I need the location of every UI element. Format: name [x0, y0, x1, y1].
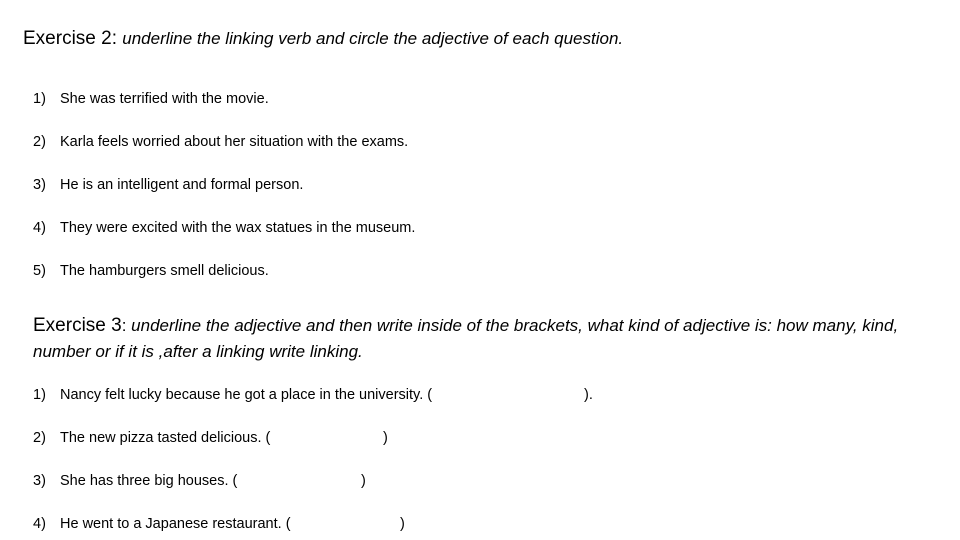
- exercise-2-item-5: [33, 263, 269, 279]
- exercise-2-item-4: [33, 220, 415, 236]
- exercise-3-item-2: [33, 430, 270, 446]
- exercise-3-heading: [33, 313, 933, 365]
- item-text: Nancy felt lucky because he got a place in the university. (: [60, 387, 433, 403]
- item-text: She was terrified with the movie.: [60, 91, 269, 107]
- exercise-3-item-4-close-bracket: ): [400, 516, 405, 532]
- item-text: She has three big houses. (: [60, 473, 238, 489]
- exercise-2-label: Exercise 2:: [23, 28, 117, 49]
- item-text: Karla feels worried about her situation with the exams.: [60, 134, 409, 150]
- item-number: 2): [33, 134, 46, 150]
- exercise-3-item-4: [33, 516, 291, 532]
- exercise-3-item-1: [33, 387, 432, 403]
- exercise-3-item-3-close-bracket: ): [361, 473, 366, 489]
- item-number: 1): [33, 387, 46, 403]
- exercise-3-item-1-close-bracket: ).: [584, 387, 593, 403]
- item-number: 5): [33, 263, 46, 279]
- exercise-2-item-2: [33, 134, 408, 150]
- exercise-3-item-3: [33, 473, 237, 489]
- exercise-2-heading: [23, 28, 623, 50]
- exercise-3-instruction: underline the adjective and then write inside of the brackets, what kind of adjective is: how many, kind, number or if it is ,after a linking write linking.: [33, 316, 899, 361]
- item-number: 4): [33, 220, 46, 236]
- exercise-2-item-1: [33, 91, 269, 107]
- exercise-2-item-3: [33, 177, 303, 193]
- item-text: The hamburgers smell delicious.: [60, 263, 269, 279]
- item-number: 3): [33, 473, 46, 489]
- exercise-3-colon: :: [121, 316, 127, 335]
- item-text: He went to a Japanese restaurant. (: [60, 516, 291, 532]
- item-number: 1): [33, 91, 46, 107]
- item-number: 4): [33, 516, 46, 532]
- item-number: 2): [33, 430, 46, 446]
- exercise-2-instruction: underline the linking verb and circle the adjective of each question.: [122, 29, 624, 48]
- exercise-3-item-2-close-bracket: ): [383, 430, 388, 446]
- item-text: The new pizza tasted delicious. (: [60, 430, 271, 446]
- item-text: He is an intelligent and formal person.: [60, 177, 304, 193]
- exercise-3-label: Exercise 3: [33, 315, 122, 336]
- item-text: They were excited with the wax statues in the museum.: [60, 220, 416, 236]
- item-number: 3): [33, 177, 46, 193]
